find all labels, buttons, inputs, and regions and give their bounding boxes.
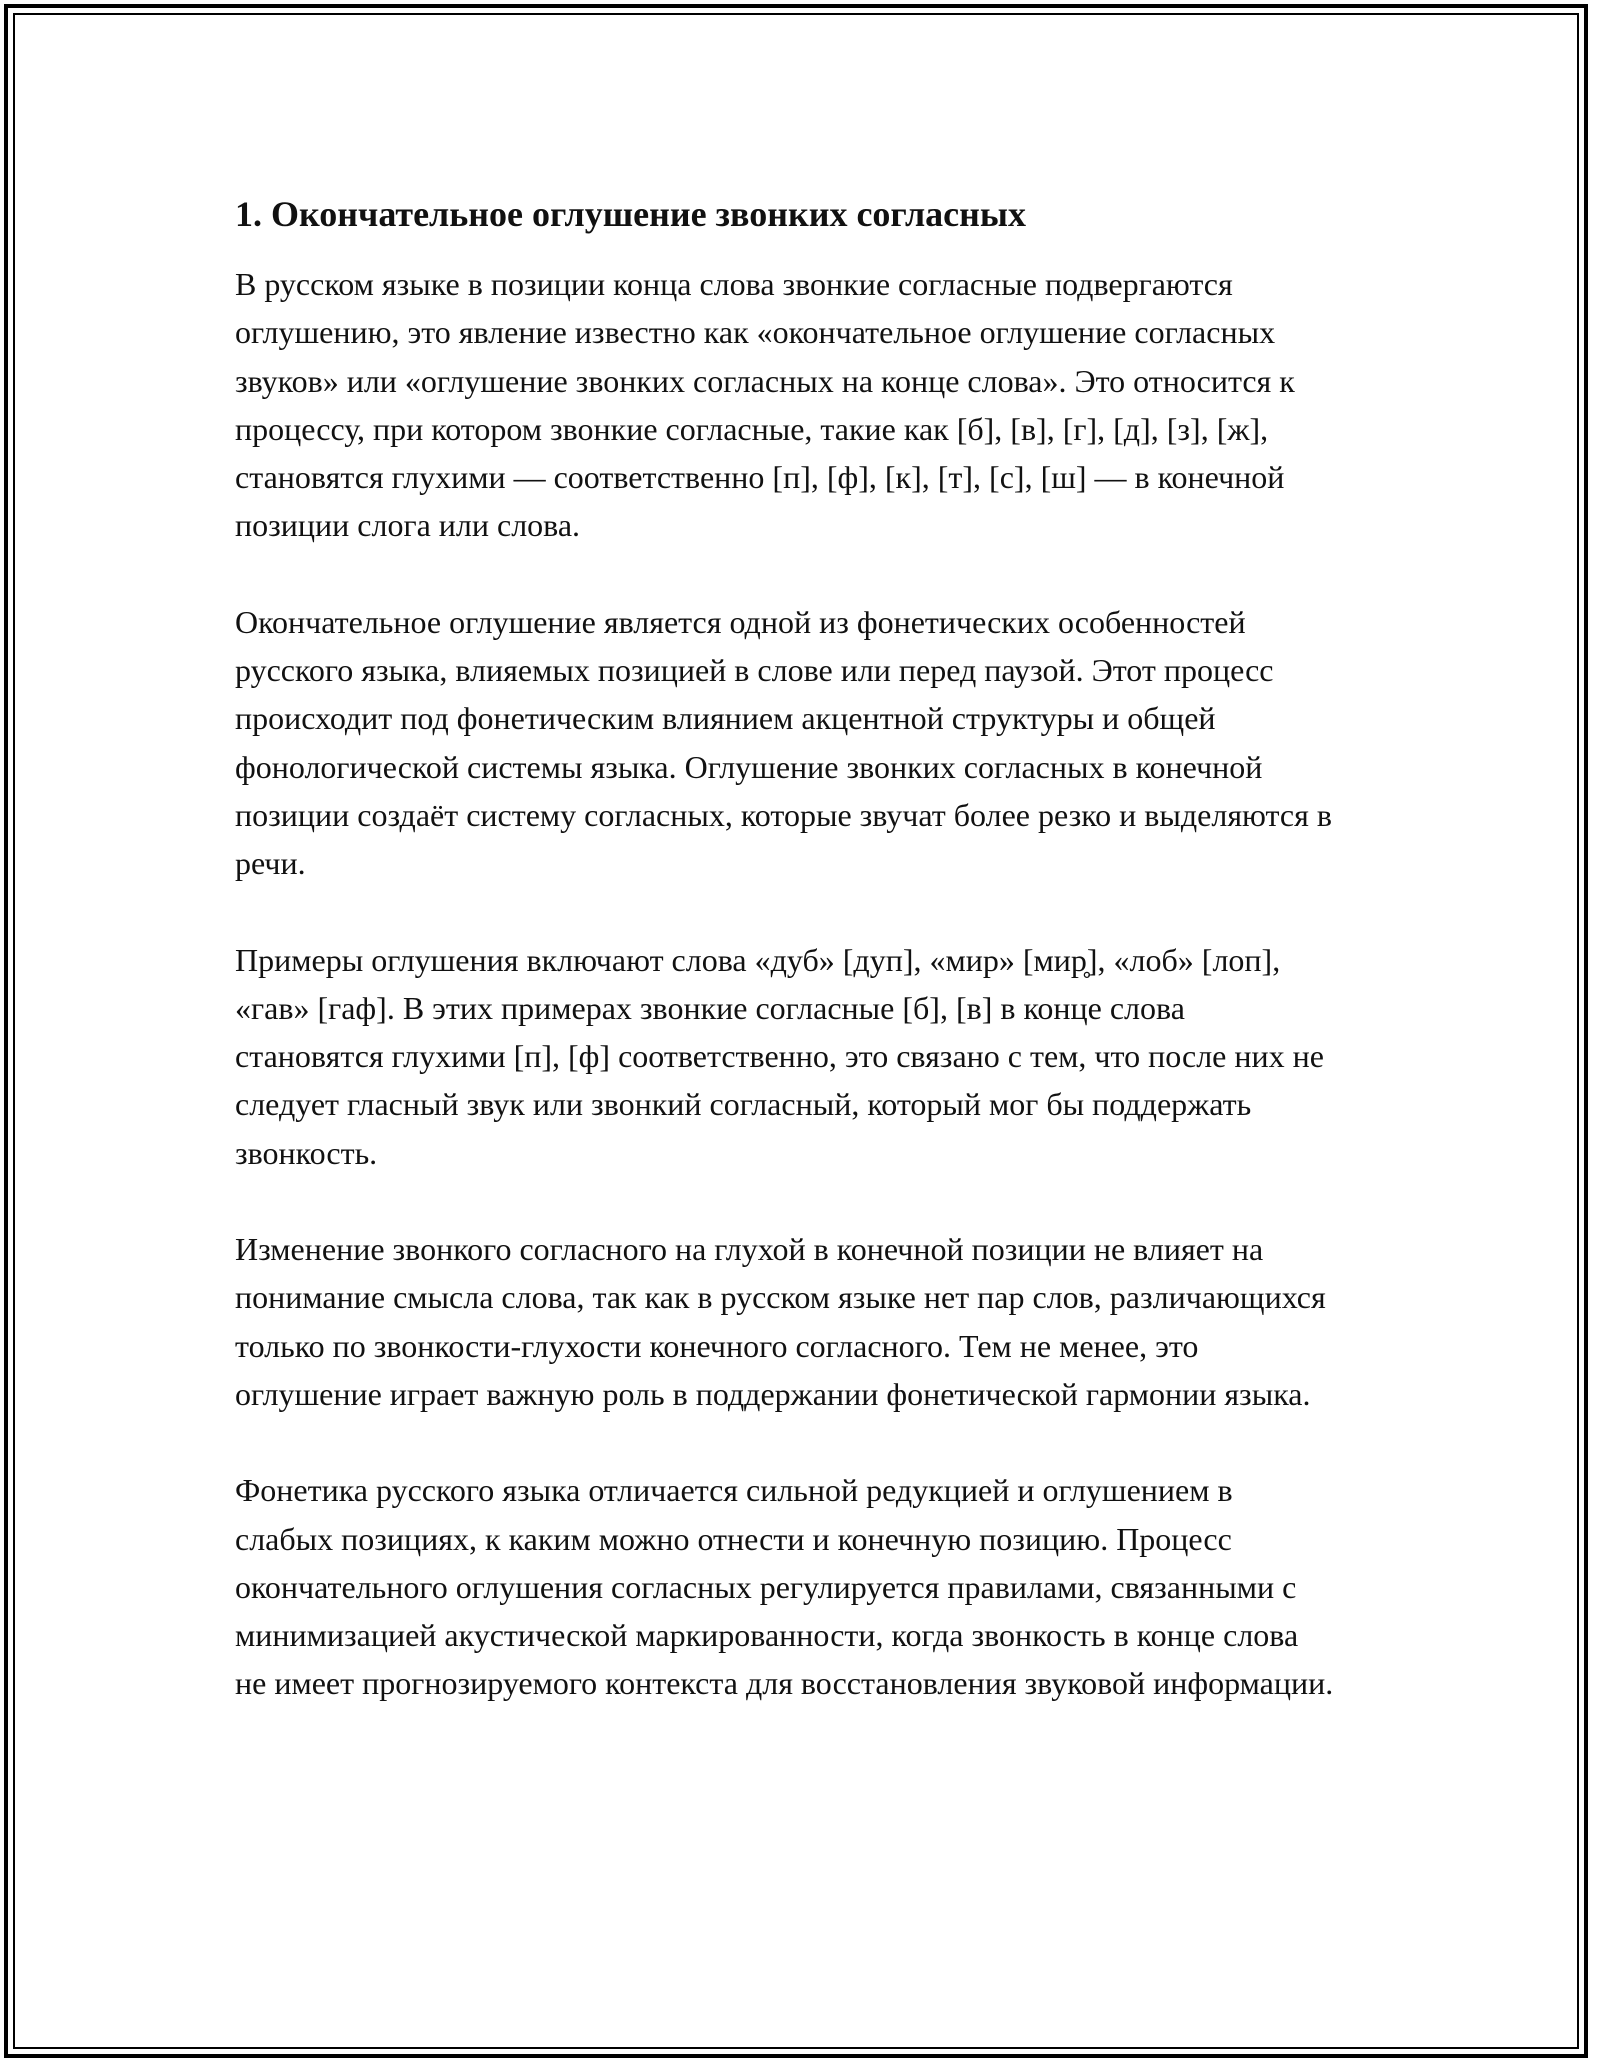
document-body bbox=[235, 188, 1375, 1756]
paragraph-1: В русском языке в позиции конца слова звонкие согласные подвергаются оглушению, это явление известно как «окончательное оглушение согласных звуков» или «оглушение звонких согласных на конце слова». Это относится к процессу, при котором звонкие согласные, такие как [б], [в], [г], [д], [з], [ж], становятся глухими — соответственно [п], [ф], [к], [т], [с], [ш] — в конечной позиции слога или слова. bbox=[235, 266, 1295, 544]
paragraph-3: Примеры оглушения включают слова «дуб» [дуп], «мир» [мир̥], «лоб» [лоп], «гав» [гаф]. В этих примерах звонкие согласные [б], [в] в конце слова становятся глухими [п], [ф] соответственно, это связано с тем, что после них не следует гласный звук или звонкий согласный, который мог бы поддержать звонкость. bbox=[235, 941, 1324, 1171]
paragraph-2: Окончательное оглушение является одной из фонетических особенностей русского языка, влияемых позицией в слове или перед паузой. Этот процесс происходит под фонетическим влиянием акцентной структуры и общей фонологической системы языка. Оглушение звонких согласных в конечной позиции создаёт систему согласных, которые звучат более резко и выделяются в речи. bbox=[235, 603, 1332, 882]
paragraph-5: Фонетика русского языка отличается сильной редукцией и оглушением в слабых позициях, к каким можно отнести и конечную позицию. Процесс окончательного оглушения согласных регулируется правилами, связанными с минимизацией акустической маркированности, когда звонкость в конце слова не имеет прогнозируемого контекста для восстановления звуковой информации. bbox=[235, 1472, 1334, 1702]
paragraph-4: Изменение звонкого согласного на глухой в конечной позиции не влияет на понимание смысла слова, так как в русском языке нет пар слов, различающихся только по звонкости-глухости конечного согласного. Тем не менее, это оглушение играет важную роль в поддержании фонетической гармонии языка. bbox=[235, 1231, 1326, 1412]
section-heading: 1. Окончательное оглушение звонких согласных bbox=[235, 194, 1026, 234]
